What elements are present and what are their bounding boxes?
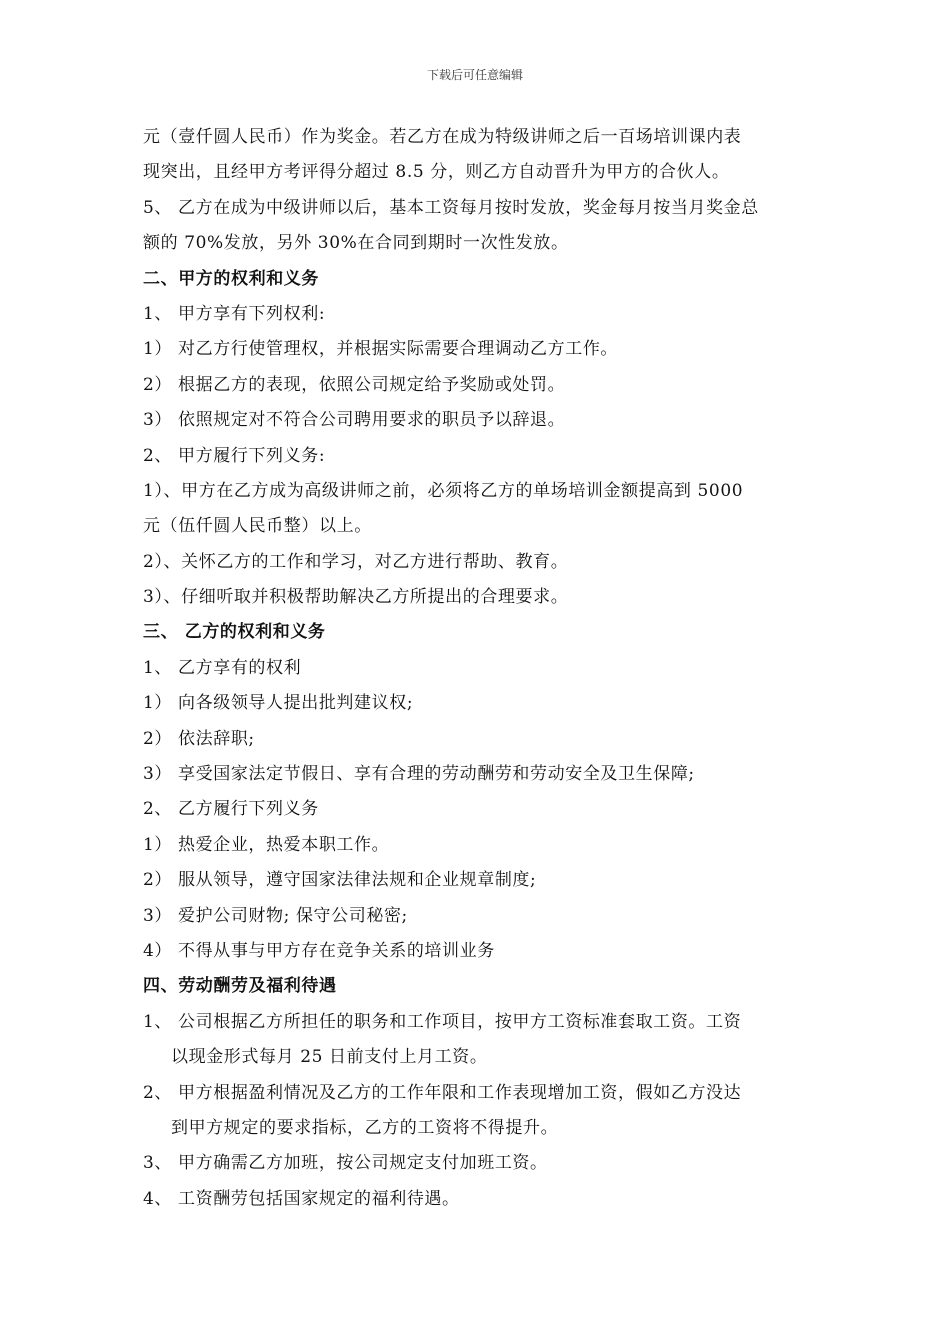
paragraph-line: 3、 甲方确需乙方加班，按公司规定支付加班工资。 [143, 1153, 548, 1174]
paragraph-line: 1、 公司根据乙方所担任的职务和工作项目，按甲方工资标准套取工资。工资 [143, 1011, 742, 1032]
section-heading: 三、 乙方的权利和义务 [143, 622, 326, 643]
paragraph-line: 元（伍仟圆人民币整）以上。 [143, 516, 372, 537]
page-header: 下载后可任意编辑 [426, 68, 523, 82]
paragraph-line: 3） 依照规定对不符合公司聘用要求的职员予以辞退。 [143, 410, 566, 431]
paragraph-line: 3） 享受国家法定节假日、享有合理的劳动酬劳和劳动安全及卫生保障; [143, 764, 695, 785]
paragraph-line: 2）、关怀乙方的工作和学习，对乙方进行帮助、教育。 [143, 551, 569, 572]
paragraph-line: 2、 甲方履行下列义务: [143, 445, 326, 466]
paragraph-line: 3）、仔细听取并积极帮助解决乙方所提出的合理要求。 [143, 587, 569, 608]
paragraph-line: 2） 依法辞职; [143, 728, 255, 749]
paragraph-line: 4、 工资酬劳包括国家规定的福利待遇。 [143, 1188, 460, 1209]
paragraph-line: 现突出，且经甲方考评得分超过 8.5 分，则乙方自动晋升为甲方的合伙人。 [143, 162, 730, 183]
paragraph-line: 1） 对乙方行使管理权，并根据实际需要合理调动乙方工作。 [143, 339, 619, 360]
paragraph-line: 1） 热爱企业，热爱本职工作。 [143, 834, 390, 855]
paragraph-line: 以现金形式每月 25 日前支付上月工资。 [171, 1047, 488, 1068]
paragraph-line: 4） 不得从事与甲方存在竞争关系的培训业务 [143, 940, 495, 961]
paragraph-line: 5、 乙方在成为中级讲师以后，基本工资每月按时发放，奖金每月按当月奖金总 [143, 197, 759, 218]
paragraph-line: 2） 服从领导，遵守国家法律法规和企业规章制度; [143, 870, 537, 891]
section-heading: 四、劳动酬劳及福利待遇 [143, 976, 337, 997]
paragraph-line: 元（壹仟圆人民币）作为奖金。若乙方在成为特级讲师之后一百场培训课内表 [143, 127, 742, 147]
paragraph-line: 1、 甲方享有下列权利: [143, 303, 326, 324]
paragraph-line: 3） 爱护公司财物; 保守公司秘密; [143, 905, 408, 926]
paragraph-line: 2、 甲方根据盈利情况及乙方的工作年限和工作表现增加工资，假如乙方没达 [143, 1082, 742, 1103]
paragraph-line: 额的 70%发放，另外 30%在合同到期时一次性发放。 [143, 233, 569, 254]
document-body [143, 120, 813, 1217]
paragraph-line: 1、 乙方享有的权利 [143, 657, 302, 678]
paragraph-line: 1）、甲方在乙方成为高级讲师之前，必须将乙方的单场培训金额提高到 5000 [143, 480, 744, 501]
paragraph-line: 2） 根据乙方的表现，依照公司规定给予奖励或处罚。 [143, 374, 566, 395]
paragraph-line: 2、 乙方履行下列义务 [143, 799, 319, 820]
paragraph-line: 到甲方规定的要求指标，乙方的工资将不得提升。 [171, 1117, 559, 1138]
paragraph-line: 1） 向各级领导人提出批判建议权; [143, 693, 414, 714]
section-heading: 二、甲方的权利和义务 [143, 268, 319, 289]
